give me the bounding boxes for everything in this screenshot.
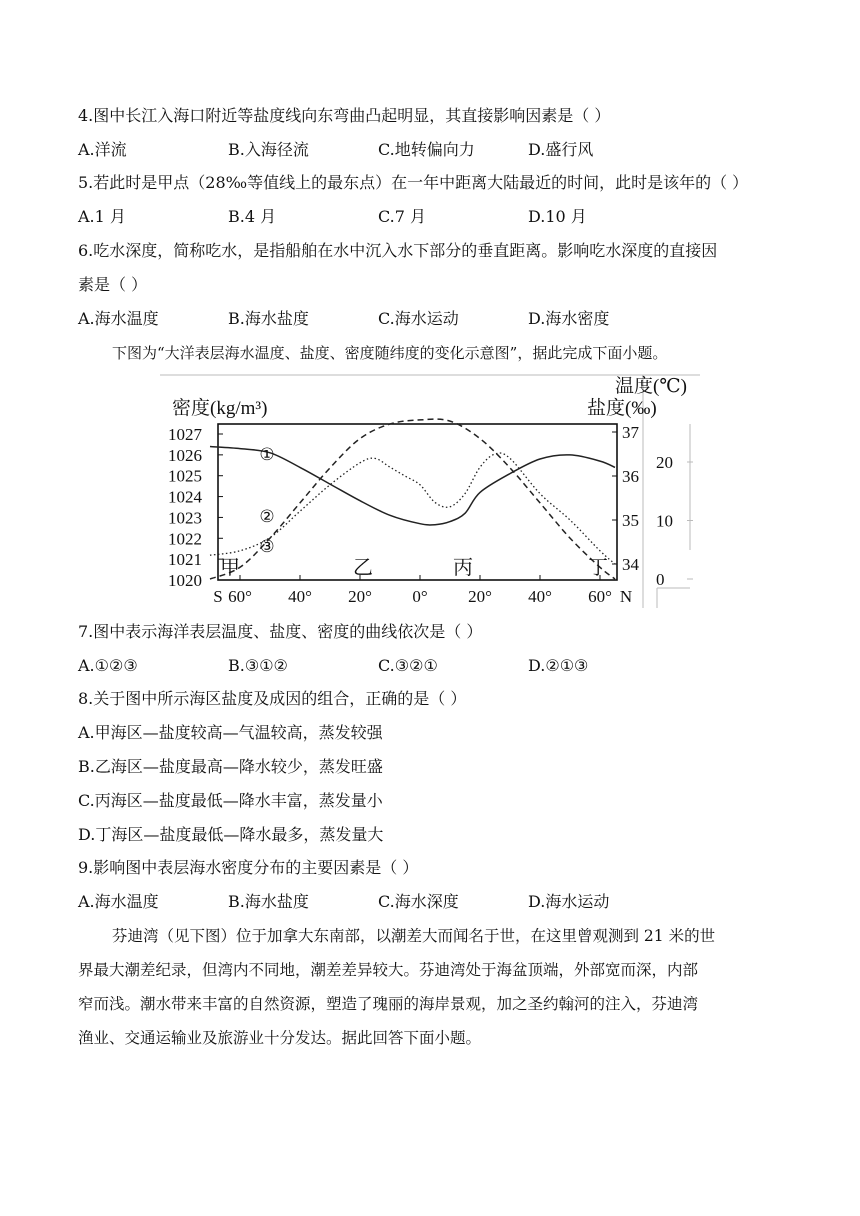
temperature-tick-label: 10 [656,511,673,531]
q8-stem: 8.关于图中所示海区盐度及成因的组合，正确的是（ ） [78,689,467,708]
salinity-tick-label: 34 [622,555,639,574]
q5-option-a: A.1 月 [78,207,126,226]
latitude-tick-label: N [619,587,633,606]
latitude-tick-label: S [213,587,223,606]
latitude-tick-label: 40° [528,587,552,606]
salinity-axis-title: 盐度(‰) [587,398,657,419]
density-tick-label: 1022 [168,529,202,549]
q5-option-c: C.7 月 [378,207,427,226]
q4-option-c: C.地转偏向力 [378,140,475,159]
chart-intro: 下图为“大洋表层海水温度、盐度、密度随纬度的变化示意图”，据此完成下面小题。 [112,344,668,362]
q9-option-a: A.海水温度 [78,892,159,911]
q6-stem-line1: 6.吃水深度，简称吃水，是指船舶在水中沉入水下部分的垂直距离。影响吃水深度的直接因 [78,241,718,260]
q4-option-d: D.盛行风 [528,140,594,159]
latitude-tick-label: 60° [228,587,252,606]
temperature-tick-label: 20 [656,453,673,472]
q9-stem: 9.影响图中表层海水密度分布的主要因素是（ ） [78,858,419,877]
salinity-tick-label: 36 [622,467,639,486]
labels-layer [220,445,608,579]
density-ticks [168,425,223,590]
latitude-tick-label: 20° [348,587,372,606]
latitude-tick-label: 20° [468,587,492,606]
q7-option-c: C.③②① [378,656,438,675]
q5-option-b: B.4 月 [228,207,277,226]
density-tick-label: 1021 [168,550,202,570]
density-tick-label: 1023 [168,508,202,528]
q5-option-d: D.10 月 [528,207,587,226]
q8-option-b: B.乙海区—盐度最高—降水较少，蒸发旺盛 [78,757,383,776]
q7-option-d: D.②①③ [528,656,589,675]
q9-option-d: D.海水运动 [528,892,610,911]
passage-line-2: 界最大潮差纪录，但湾内不同地，潮差差异较大。芬迪湾处于海盆顶端，外部宽而深，内部 [78,961,699,979]
q4-option-b: B.入海径流 [228,140,309,159]
salinity-tick-label: 35 [622,511,639,530]
q7-option-b: B.③①② [228,656,288,675]
q6-option-d: D.海水密度 [528,309,610,328]
density-tick-label: 1024 [168,487,202,507]
density-tick-label: 1026 [168,445,202,465]
curve-label-1: ① [259,445,275,464]
lat-profile-chart [160,374,700,608]
plot-frame [218,424,617,580]
passage-line-1: 芬迪湾（见下图）位于加拿大东南部，以潮差大而闻名于世，在这里曾观测到 21 米的世 [112,927,716,945]
q6-stem-line2: 素是（ ） [78,275,148,294]
q8-option-c: C.丙海区—盐度最低—降水丰富，蒸发量小 [78,791,383,810]
density-tick-label: 1020 [168,571,202,590]
curve-label-2: ② [259,507,275,526]
passage-line-4: 渔业、交通运输业及旅游业十分发达。据此回答下面小题。 [78,1029,482,1047]
lat-profile-chart-svg [160,374,700,608]
q6-option-c: C.海水运动 [378,309,459,328]
latitude-tick-label: 0° [412,587,428,606]
density-tick-label: 1025 [168,466,202,486]
q9-option-b: B.海水盐度 [228,892,309,911]
q6-option-a: A.海水温度 [78,309,159,328]
latitude-tick-label: 60° [588,587,612,606]
q7-option-a: A.①②③ [78,656,138,675]
temperature-tick-label: 0 [656,570,665,589]
q8-option-a: A.甲海区—盐度较高—气温较高，蒸发较强 [78,723,383,742]
latitude-tick-label: 40° [288,587,312,606]
q9-option-c: C.海水深度 [378,892,459,911]
salinity-tick-label: 37 [622,423,639,442]
region-label: 甲 [220,557,240,579]
curve-label-3: ③ [259,537,275,556]
region-label: 丙 [453,557,473,579]
salinity-ticks [612,423,640,574]
density-tick-label: 1027 [168,425,202,444]
q7-stem: 7.图中表示海洋表层温度、盐度、密度的曲线依次是（ ） [78,622,483,641]
temperature-ticks [656,453,693,589]
q8-option-d: D.丁海区—盐度最低—降水最多，蒸发量大 [78,825,384,844]
region-label: 丁 [588,557,608,579]
passage-line-3: 窄而浅。潮水带来丰富的自然资源，塑造了瑰丽的海岸景观，加之圣约翰河的注入，芬迪湾 [78,995,699,1013]
q5-stem: 5.若此时是甲点（28‰等值线上的最东点）在一年中距离大陆最近的时间，此时是该年的（ ） [78,173,749,192]
q4-option-a: A.洋流 [78,140,127,159]
q4-stem: 4.图中长江入海口附近等盐度线向东弯曲凸起明显，其直接影响因素是（ ） [78,106,611,125]
q6-option-b: B.海水盐度 [228,309,309,328]
region-label: 乙 [353,557,373,579]
density-axis-title: 密度(kg/m³) [172,398,268,419]
temperature-axis-title: 温度(℃) [615,376,687,397]
